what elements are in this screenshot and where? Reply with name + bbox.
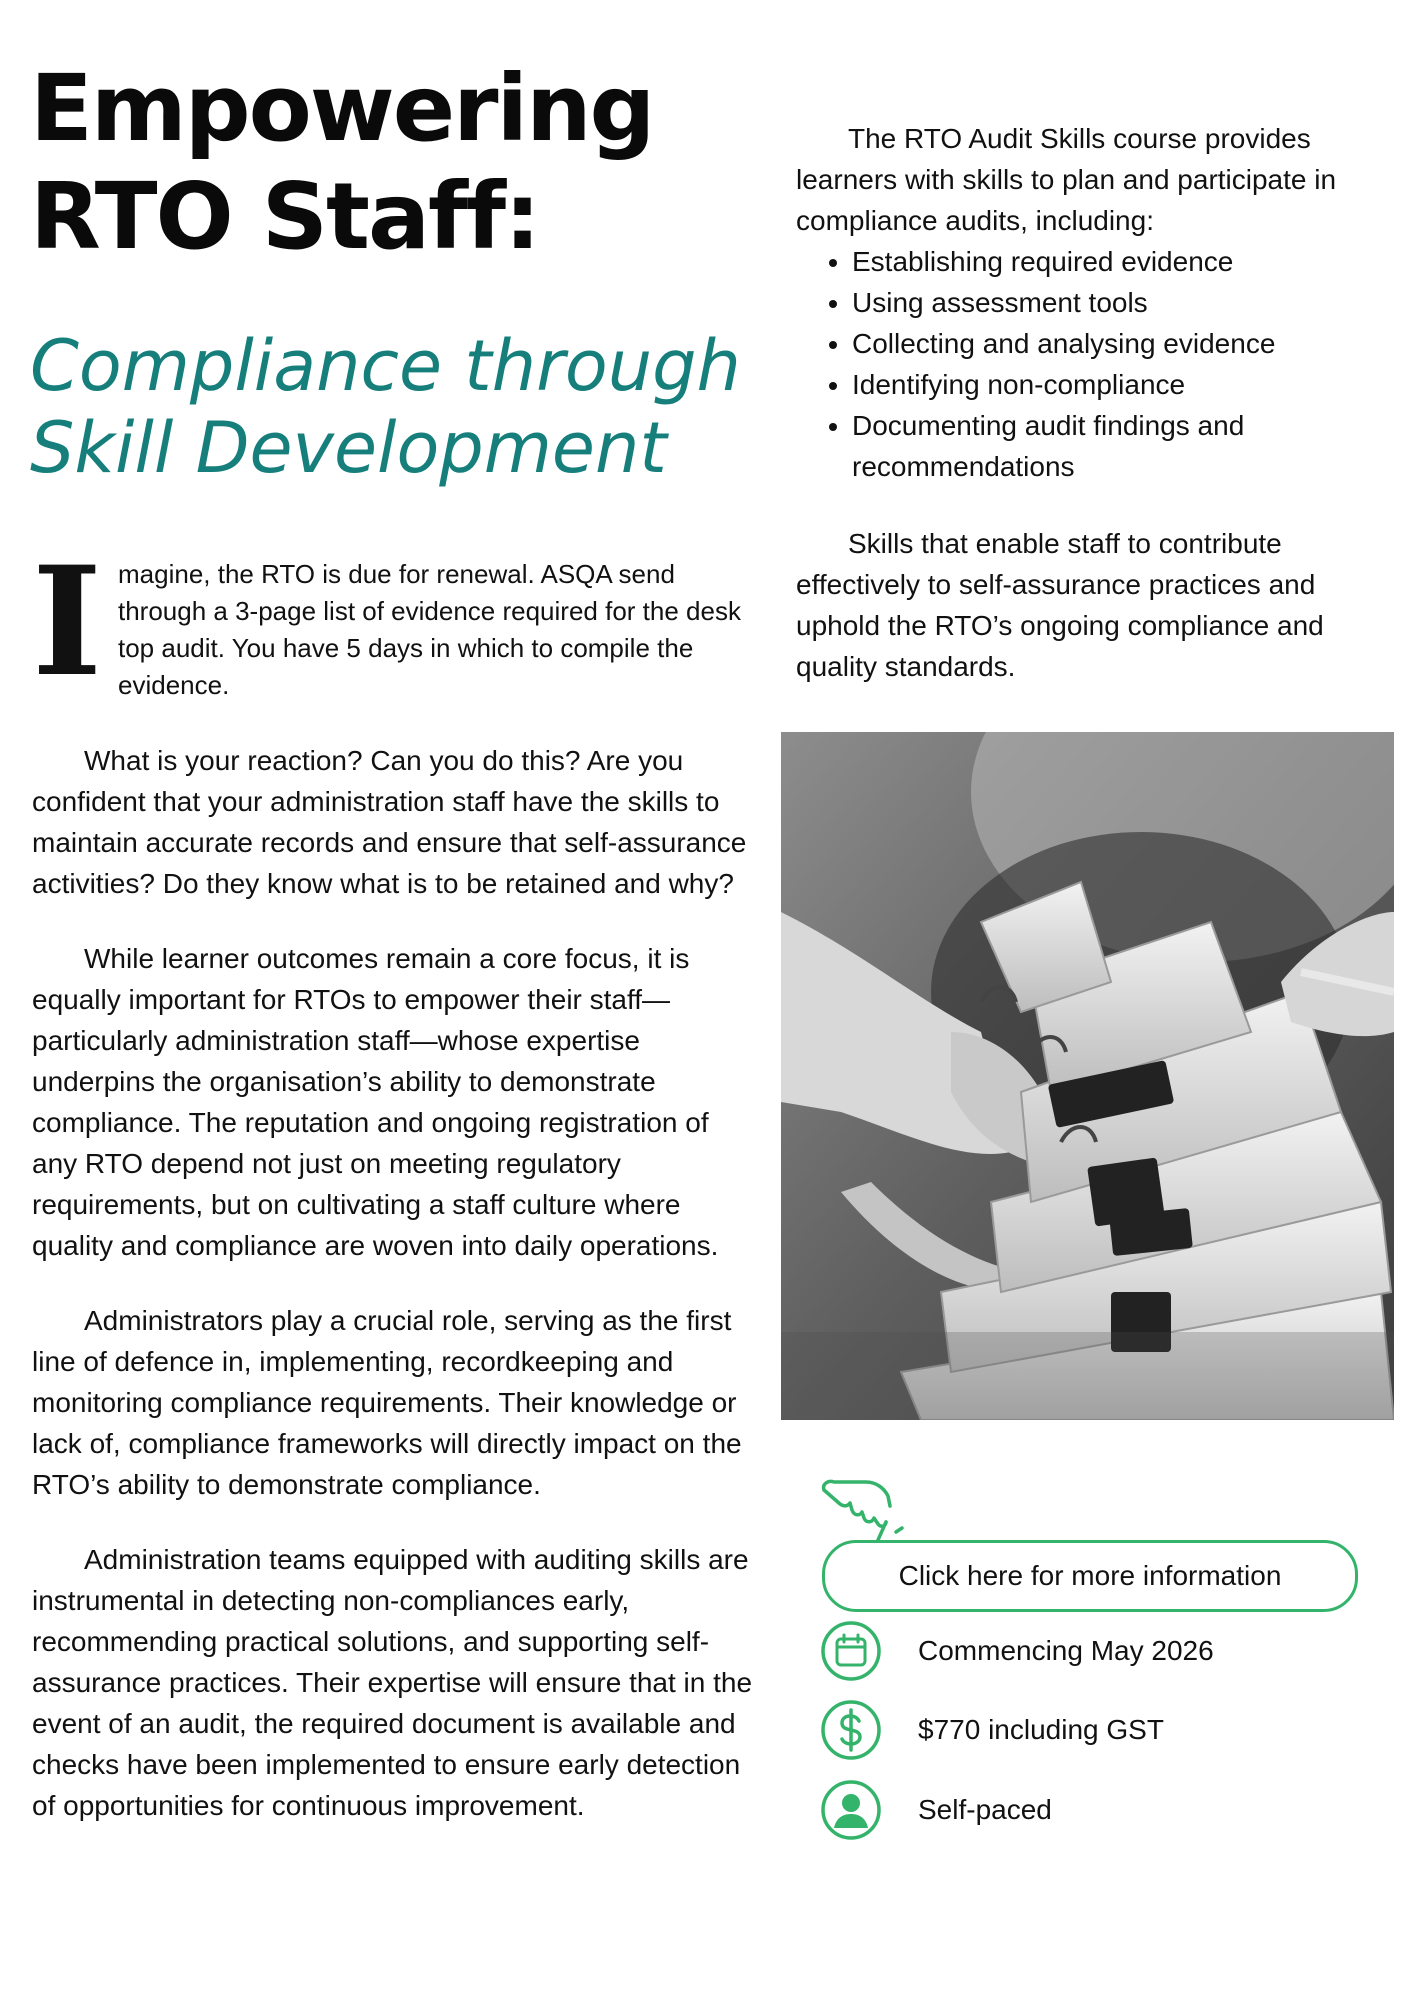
price-label: $770 including GST [918,1714,1164,1745]
body-paragraph: Administrators play a crucial role, serving as the first line of defence in, implementing, recordkeeping and monitoring compliance requirements. Their knowledge or lack of, compliance frameworks will directly impact on the RTO’s ability to demonstrate compliance. [32,1305,742,1500]
course-closing: Skills that enable staff to contribute effectively to self-assurance practices and uphold the RTO’s ongoing compliance and quality standards. [796,528,1324,682]
page-subtitle: Compliance through Skill Development [30,325,741,489]
info-row-start [820,1620,1214,1682]
course-intro: The RTO Audit Skills course provides learners with skills to plan and participate in compliance audits, including: [796,123,1337,236]
person-icon [820,1779,882,1841]
info-row-price [820,1699,1164,1761]
body-paragraph: Administration teams equipped with auditing skills are instrumental in detecting non-compliances early, recommending practical solutions, and supporting self-assurance practices. Their expertise will ensure that in the event of an audit, the required document is available and checks have been implemented to ensure early detection of opportunities for continuous improvement. [32,1544,753,1821]
list-item: • Identifying non-compliance [852,364,1386,405]
calendar-icon [820,1620,882,1682]
intro-paragraph [32,534,757,710]
left-column [32,534,757,1860]
page-title: Empowering RTO Staff: [30,55,654,270]
more-info-button[interactable]: Click here for more information [822,1540,1358,1612]
start-date-label: Commencing May 2026 [918,1635,1214,1666]
body-paragraph: While learner outcomes remain a core focus, it is equally important for RTOs to empower their staff—particularly administration staff—whose expertise underpins the organisation’s ability to demonstrate compliance. The reputation and ongoing registration of any RTO depend not just on meeting regulatory requirements, but on cultivating a staff culture where quality and compliance are woven into daily operations. [32,943,719,1261]
list-item: • Establishing required evidence [852,241,1386,282]
list-item: • Collecting and analysing evidence [852,323,1386,364]
files-photo [781,732,1394,1420]
dollar-icon [820,1699,882,1761]
list-item: • Using assessment tools [852,282,1386,323]
right-column [796,118,1386,687]
intro-text: magine, the RTO is due for renewal. ASQA send through a 3-page list of evidence required for the desk top audit. You have 5 days in which to compile the evidence. [118,559,741,700]
skills-list [796,241,1386,487]
drop-cap: I [32,534,103,710]
list-item: • Documenting audit findings and recommendations [852,405,1386,487]
info-row-mode [820,1779,1052,1841]
body-paragraph: What is your reaction? Can you do this? Are you confident that your administration staff have the skills to maintain accurate records and ensure that self-assurance activities? Do they know what is to be retained and why? [32,745,747,899]
mode-label: Self-paced [918,1794,1052,1825]
